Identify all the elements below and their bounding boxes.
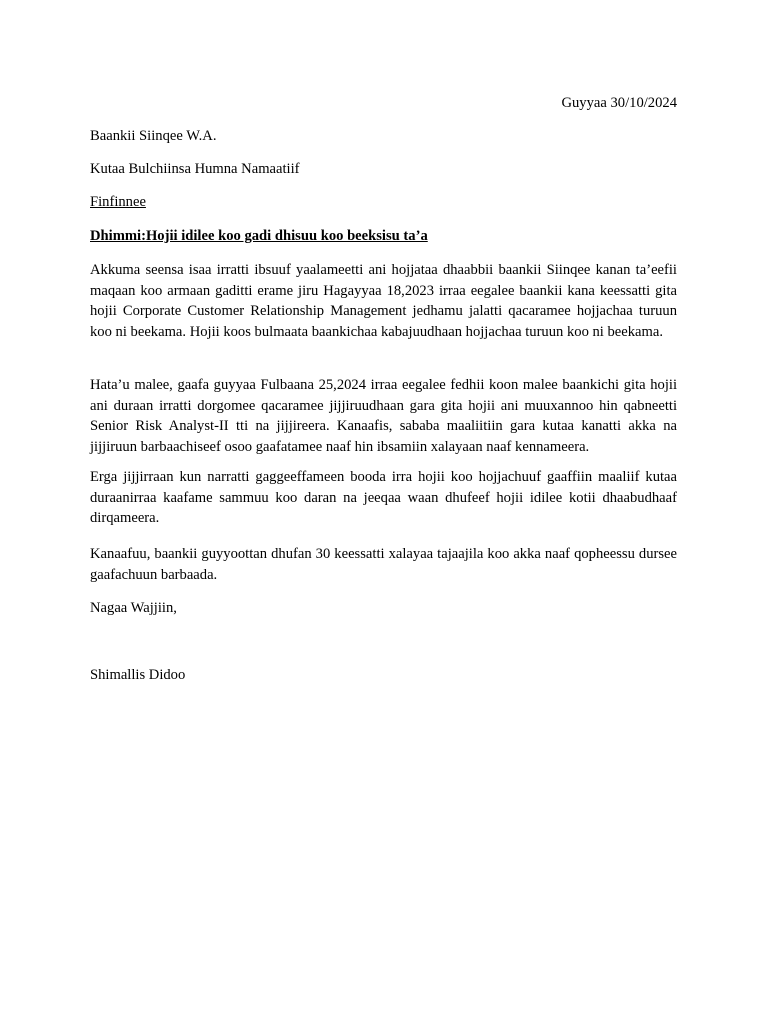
body-paragraph: Erga jijjirraan kun narratti gaggeeffameen booda irra hojii koo hojjachuuf gaaffiin maaliif kutaa duraanirraa kaafame sammuu koo daran na jeeqaa waan dhufeef hojii idilee kotii dhaabudhaaf dirqameera. — [90, 469, 677, 526]
letter-page — [90, 0, 677, 1024]
body-paragraph: Kanaafuu, baankii guyyoottan dhufan 30 keessatti xalayaa tajaajila koo akka naaf qopheessu dursee gaafachuun barbaada. — [90, 546, 677, 583]
recipient-city: Finfinnee — [90, 194, 146, 210]
body-paragraph: Hata’u malee, gaafa guyyaa Fulbaana 25,2024 irraa eegalee fedhii koon malee baankichi gita hojii ani duraan irratti dorgomee qacaramee jijjiruudhaan gara gita hojii ani muuxannoo hin qabneetti Senior Risk Analyst-II tti na jijjireera. Kanaafis, sababa maaliitiin gara kutaa kanatti akka na jijjiruun barbaachiseef osoo gaafatamee naaf hin ibsamiin xalayaan naaf kennameera. — [90, 377, 677, 455]
body-paragraph: Akkuma seensa isaa irratti ibsuuf yaalameetti ani hojjataa dhaabbii baankii Siinqee kanan ta’eefii maqaan koo armaan gaditti erame jiru Hagayyaa 18,2023 irraa eegalee baankii kana keessatti gita hojii Corporate Customer Relationship Management jedhamu jalatti qacaramee hojjachaa turuun koo ni beekama. Hojii koos bulmaata baankichaa kabajuudhaan hojjachaa turuun koo ni beekama. — [90, 262, 677, 340]
letter-date: Guyyaa 30/10/2024 — [561, 95, 677, 111]
signature-name: Shimallis Didoo — [90, 667, 186, 683]
letter-subject: Dhimmi:Hojii idilee koo gadi dhisuu koo beeksisu ta’a — [90, 228, 428, 244]
recipient-name: Baankii Siinqee W.A. — [90, 128, 217, 144]
recipient-department: Kutaa Bulchiinsa Humna Namaatiif — [90, 161, 300, 177]
closing-salutation: Nagaa Wajjiin, — [90, 600, 177, 616]
